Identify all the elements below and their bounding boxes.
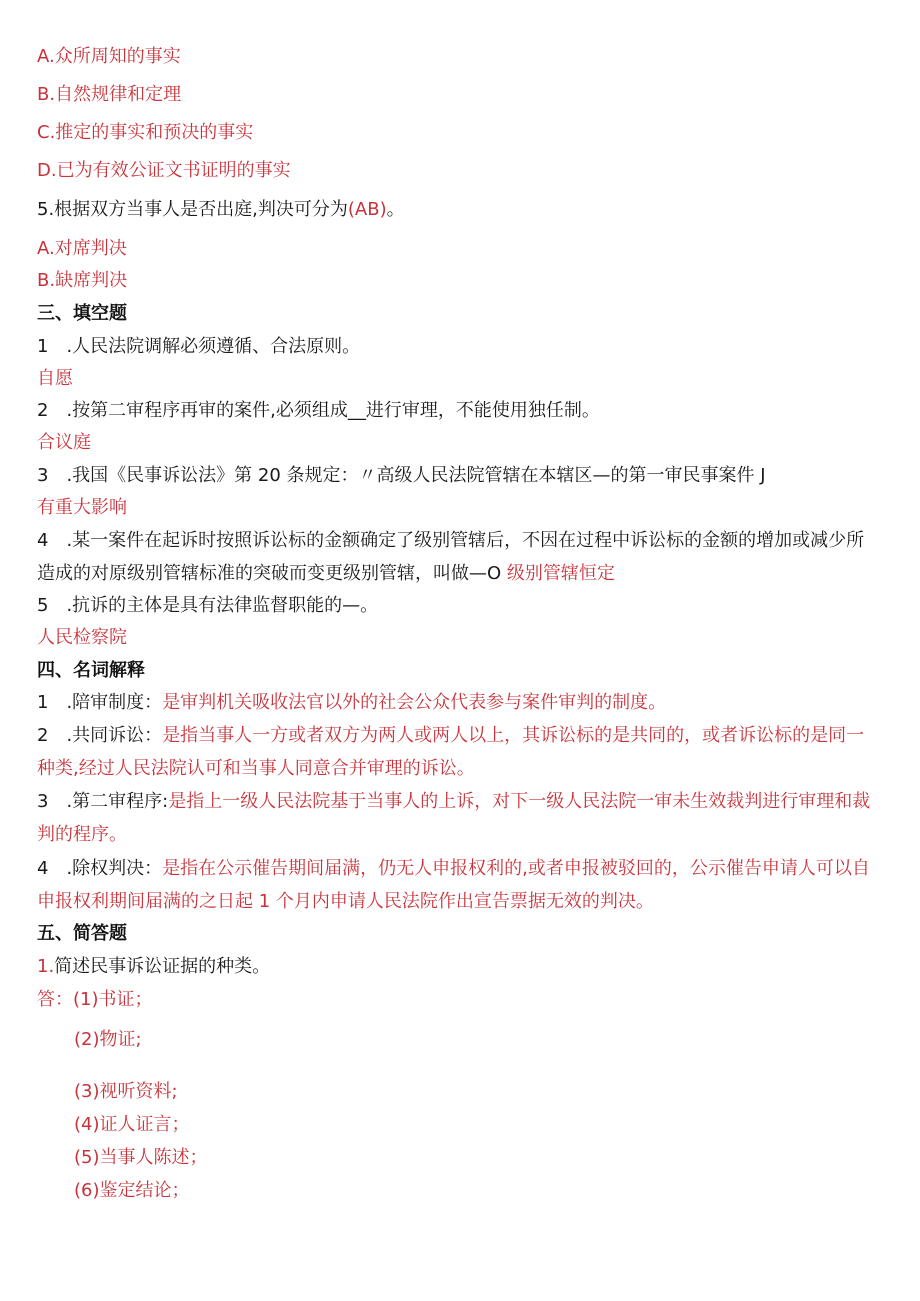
term-1-definition: 是审判机关吸收法官以外的社会公众代表参与案件审判的制度。 xyxy=(162,692,667,713)
term-1-label: 1 .陪审制度： xyxy=(37,692,163,713)
fill-question-1: 1 .人民法院调解必须遵循、合法原则。 xyxy=(37,336,361,357)
answer-item-3: (3)视听资料; xyxy=(74,1081,178,1102)
fill-answer-4: 级别管辖恒定 xyxy=(506,563,615,584)
answer-item-1: 答：(1)书证； xyxy=(37,989,153,1010)
option-a-2: A.对席判决 xyxy=(37,238,127,259)
term-4 xyxy=(37,852,882,918)
fill-answer-5: 人民检察院 xyxy=(37,627,127,648)
fill-question-2: 2 .按第二审程序再审的案件,必须组成__进行审理，不能使用独任制。 xyxy=(37,400,600,421)
option-c: C.推定的事实和预决的事实 xyxy=(37,122,254,143)
term-4-definition: 是指在公示催告期间届满，仍无人申报权利的,或者申报被驳回的，公示催告申请人可以自申报权利期间届满的之日起 1 个月内申请人民法院作出宣告票据无效的判决。 xyxy=(37,858,870,912)
section-heading-fill-blank: 三、填空题 xyxy=(37,303,127,324)
answer-item-4: (4)证人证言； xyxy=(74,1114,190,1135)
fill-answer-1: 自愿 xyxy=(37,368,73,389)
answer-item-5: (5)当事人陈述； xyxy=(74,1147,208,1168)
term-3 xyxy=(37,785,882,851)
section-heading-terms: 四、名词解释 xyxy=(37,660,145,681)
option-b-2: B.缺席判决 xyxy=(37,270,128,291)
short-question-1-text: 简述民事诉讼证据的种类。 xyxy=(54,956,271,977)
answer-item-2: (2)物证; xyxy=(74,1029,142,1050)
short-question-1-number: 1. xyxy=(37,956,55,977)
answer-item-6: (6)鉴定结论； xyxy=(74,1180,190,1201)
short-question-1 xyxy=(37,955,270,979)
fill-answer-2: 合议庭 xyxy=(37,432,91,453)
option-b: B.自然规律和定理 xyxy=(37,84,182,105)
term-1 xyxy=(37,691,666,715)
fill-question-5: 5 .抗诉的主体是具有法律监督职能的—。 xyxy=(37,595,379,616)
section-heading-short-answer: 五、简答题 xyxy=(37,923,127,944)
question-5 xyxy=(37,198,405,222)
question-5-text: 5.根据双方当事人是否出庭,判决可分为 xyxy=(37,199,348,220)
fill-question-3: 3 .我国《民事诉讼法》第 20 条规定：〃高级人民法院管辖在本辖区—的第一审民事案件 J xyxy=(37,465,766,486)
term-2-definition: 是指当事人一方或者双方为两人或两人以上，其诉讼标的是共同的，或者诉讼标的是同一种类,经过人民法院认可和当事人同意合并审理的诉讼。 xyxy=(37,725,865,779)
fill-question-4-text: 造成的对原级别管辖标准的突破而变更级别管辖，叫做—O xyxy=(37,563,507,584)
term-4-label: 4 .除权判决： xyxy=(37,858,163,879)
fill-question-4-line-2 xyxy=(37,562,615,586)
fill-question-4-line-1: 4 .某一案件在起诉时按照诉讼标的金额确定了级别管辖后，不因在过程中诉讼标的金额的增加或减少所 xyxy=(37,530,865,551)
term-2-label: 2 .共同诉讼： xyxy=(37,725,163,746)
question-5-end: 。 xyxy=(386,199,405,220)
term-3-definition: 是指上一级人民法院基于当事人的上诉，对下一级人民法院一审未生效裁判进行审理和裁判的程序。 xyxy=(37,791,871,845)
question-5-answer: (AB) xyxy=(347,199,387,220)
term-3-label: 3 .第二审程序: xyxy=(37,791,169,812)
option-d: D.已为有效公证文书证明的事实 xyxy=(37,160,291,181)
term-2 xyxy=(37,719,882,785)
option-a: A.众所周知的事实 xyxy=(37,46,181,67)
fill-answer-3: 有重大影响 xyxy=(37,497,127,518)
